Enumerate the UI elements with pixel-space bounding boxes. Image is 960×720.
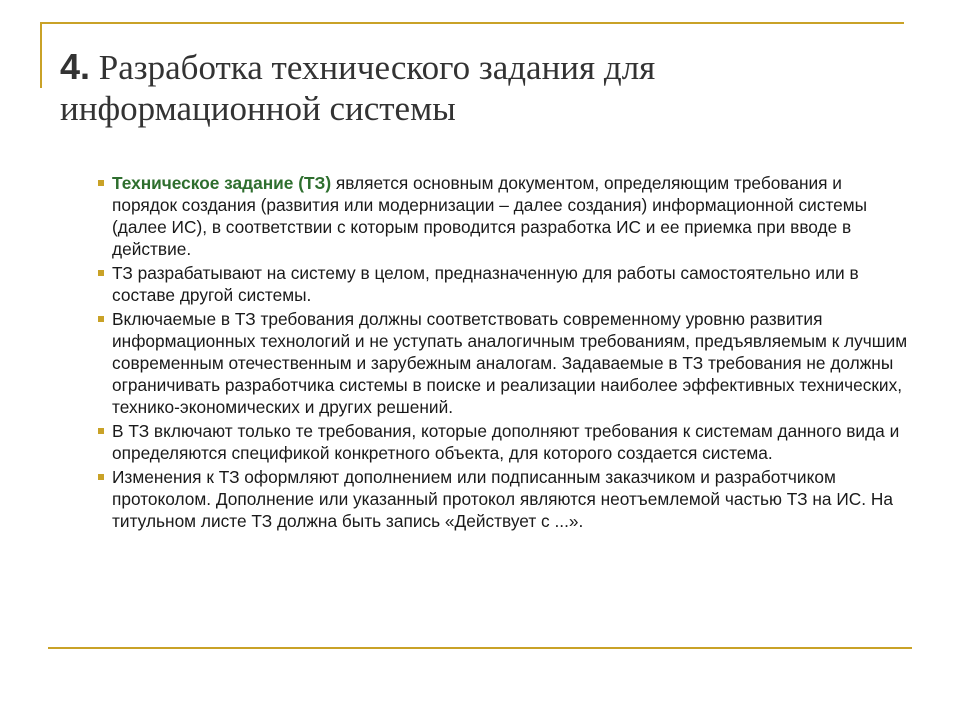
term-highlight: Техническое задание (ТЗ) bbox=[112, 173, 332, 193]
slide-title bbox=[60, 46, 900, 130]
left-accent-bar bbox=[40, 22, 42, 88]
bullet-text: Включаемые в ТЗ требования должны соответствовать современному уровню развития информационных технологий и не уступать аналогичным требованиям, предъявляемым к лучшим современным отечественным и зарубежным аналогам. Задаваемые в ТЗ требования не должны ограничивать разработчика системы в поиске и реализации наиболее эффективных технических, технико-экономических и других решений. bbox=[112, 309, 908, 417]
bullet-text: В ТЗ включают только те требования, которые дополняют требования к системам данного вида и определяются спецификой конкретного объекта, для которого создается система. bbox=[112, 421, 900, 463]
title-text: Разработка технического задания для информационной системы bbox=[60, 48, 656, 129]
top-divider bbox=[42, 22, 904, 24]
bullet-item-tz-specifics bbox=[100, 420, 910, 464]
bullet-item-tz-requirements bbox=[100, 308, 910, 418]
title-number: 4. bbox=[60, 46, 91, 87]
bullet-item-tz-scope bbox=[100, 262, 910, 306]
bullet-text: является основным документом, определяющим требования и порядок создания (развития или модернизации – далее создания) информационной системы (далее ИС), в соответствии с которым проводится разработка ИС и ее приемка при вводе в действие. bbox=[112, 173, 868, 259]
bullet-item-tz-changes bbox=[100, 466, 910, 532]
bullet-item-tz-definition bbox=[100, 172, 910, 260]
bullet-text: Изменения к ТЗ оформляют дополнением или подписанным заказчиком и разработчиком протоколом. Дополнение или указанный протокол являются неотъемлемой частью ТЗ на ИС. На титульном листе ТЗ должна быть запись «Действует с ...». bbox=[112, 467, 893, 531]
bottom-divider bbox=[48, 647, 912, 649]
bullet-list bbox=[100, 172, 910, 534]
bullet-text: ТЗ разрабатывают на систему в целом, предназначенную для работы самостоятельно или в составе другой системы. bbox=[112, 263, 859, 305]
